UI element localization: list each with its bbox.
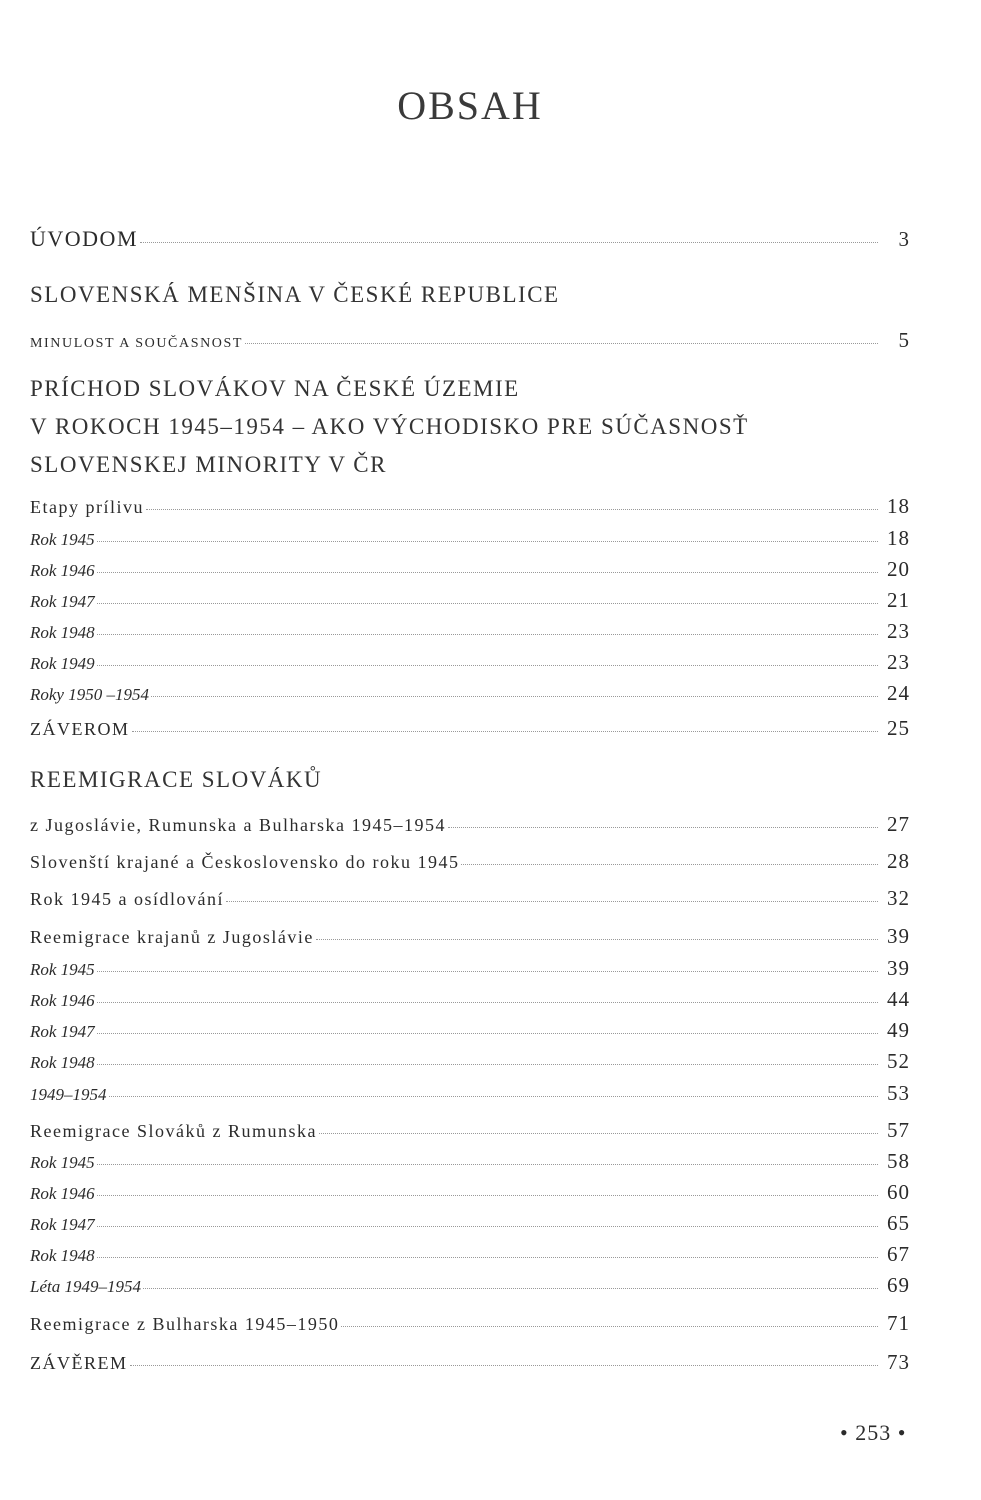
toc-entry-page: 18 <box>887 526 910 550</box>
toc-entry-label: Slovenští krajané a Československo do roku 1945 <box>30 852 460 872</box>
toc-entry[interactable] <box>30 1180 910 1205</box>
dot-leader <box>245 343 878 344</box>
toc-entry-page: 53 <box>887 1081 910 1105</box>
toc-entry-page: 52 <box>887 1049 910 1073</box>
toc-entry[interactable] <box>30 886 910 911</box>
toc-entry[interactable] <box>30 1350 910 1375</box>
page-title: OBSAH <box>397 83 543 128</box>
toc-entry[interactable] <box>30 1049 910 1074</box>
toc-entry-label: 1949–1954 <box>30 1085 107 1104</box>
toc-entry[interactable] <box>30 716 910 741</box>
dot-leader <box>461 864 878 865</box>
toc-entry-page: 20 <box>887 557 910 581</box>
toc-entry[interactable] <box>30 557 910 582</box>
section-heading-line: PRÍCHOD SLOVÁKOV NA ČESKÉ ÚZEMIE <box>30 376 520 401</box>
toc-entry[interactable] <box>30 619 910 644</box>
toc-entry-page: 39 <box>887 924 910 948</box>
toc-entry-label: Rok 1947 <box>30 1022 95 1041</box>
dot-leader <box>226 901 878 902</box>
dot-leader <box>97 572 878 573</box>
toc-entry-label: Reemigrace krajanů z Jugoslávie <box>30 927 314 947</box>
toc-entry-page: 3 <box>898 227 910 251</box>
toc-entry-label: Reemigrace z Bulharska 1945–1950 <box>30 1314 340 1334</box>
dot-leader <box>146 509 878 510</box>
toc-entry[interactable] <box>30 1081 910 1106</box>
toc-entry[interactable] <box>30 681 910 706</box>
toc-entry-page: 39 <box>887 956 910 980</box>
toc-entry-label: ÚVODOM <box>30 226 138 251</box>
toc-entry[interactable] <box>30 494 910 519</box>
toc-entry[interactable] <box>30 1149 910 1174</box>
section-heading: SLOVENSKÁ MENŠINA V ČESKÉ REPUBLICE <box>30 282 560 307</box>
toc-entry[interactable] <box>30 987 910 1012</box>
toc-entry-page: 5 <box>898 328 910 352</box>
toc-entry-page: 58 <box>887 1149 910 1173</box>
toc-entry-page: 27 <box>887 812 910 836</box>
dot-leader <box>97 1164 878 1165</box>
dot-leader <box>97 1002 878 1003</box>
toc-entry[interactable] <box>30 1273 910 1298</box>
toc-entry[interactable] <box>30 1118 910 1143</box>
section-heading: REEMIGRACE SLOVÁKŮ <box>30 767 323 792</box>
toc-entry-page: 25 <box>887 716 910 740</box>
dot-leader <box>341 1326 878 1327</box>
toc-entry-label: Rok 1947 <box>30 592 95 611</box>
toc-entry-page: 21 <box>887 588 910 612</box>
toc-entry-label: z Jugoslávie, Rumunska a Bulharska 1945–1954 <box>30 815 446 835</box>
dot-leader <box>109 1096 879 1097</box>
toc-entry-label: Rok 1948 <box>30 623 95 642</box>
dot-leader <box>97 603 878 604</box>
dot-leader <box>97 541 878 542</box>
toc-entry-page: 67 <box>887 1242 910 1266</box>
toc-entry[interactable] <box>30 1211 910 1236</box>
dot-leader <box>132 731 879 732</box>
toc-entry-page: 60 <box>887 1180 910 1204</box>
toc-entry[interactable] <box>30 526 910 551</box>
dot-leader <box>97 634 878 635</box>
toc-entry[interactable] <box>30 956 910 981</box>
toc-entry-page: 71 <box>887 1311 910 1335</box>
section-heading-line: SLOVENSKEJ MINORITY V ČR <box>30 452 387 477</box>
toc-entry[interactable] <box>30 849 910 874</box>
toc-entry-label: Léta 1949–1954 <box>30 1277 141 1296</box>
toc-entry-label: Rok 1945 <box>30 530 95 549</box>
toc-entry-page: 18 <box>887 494 910 518</box>
toc-entry[interactable] <box>30 650 910 675</box>
toc-entry[interactable] <box>30 1018 910 1043</box>
dot-leader <box>97 1195 878 1196</box>
toc-entry-label: Etapy prílivu <box>30 497 144 517</box>
toc-entry-label: Rok 1945 <box>30 960 95 979</box>
toc-entry-label: Rok 1945 <box>30 1153 95 1172</box>
toc-entry-label: Roky 1950 –1954 <box>30 685 149 704</box>
dot-leader <box>319 1133 878 1134</box>
toc-entry-label: ZÁVEROM <box>30 719 130 739</box>
page-number: • 253 • <box>840 1420 907 1445</box>
dot-leader <box>97 1257 878 1258</box>
dot-leader <box>97 971 878 972</box>
toc-entry[interactable] <box>30 924 910 949</box>
toc-entry-label: Rok 1946 <box>30 991 95 1010</box>
toc-entry-page: 69 <box>887 1273 910 1297</box>
toc-entry-label: ZÁVĚREM <box>30 1353 128 1373</box>
toc-entry-label: Rok 1948 <box>30 1246 95 1265</box>
toc-entry-page: 57 <box>887 1118 910 1142</box>
toc-entry[interactable] <box>30 588 910 613</box>
toc-entry-label: Rok 1946 <box>30 561 95 580</box>
dot-leader <box>140 242 878 243</box>
toc-entry-label: Rok 1948 <box>30 1053 95 1072</box>
dot-leader <box>97 665 878 666</box>
toc-entry-page: 65 <box>887 1211 910 1235</box>
toc-entry-page: 24 <box>887 681 910 705</box>
toc-entry-label: Rok 1947 <box>30 1215 95 1234</box>
toc-entry-page: 44 <box>887 987 910 1011</box>
toc-entry-page: 23 <box>887 619 910 643</box>
toc-entry-label: Reemigrace Slováků z Rumunska <box>30 1121 317 1141</box>
dot-leader <box>448 827 878 828</box>
toc-entry-label: Rok 1946 <box>30 1184 95 1203</box>
dot-leader <box>316 939 878 940</box>
section-heading-line: V ROKOCH 1945–1954 – AKO VÝCHODISKO PRE SÚČASNOSŤ <box>30 414 749 439</box>
toc-entry[interactable] <box>30 812 910 837</box>
toc-entry-label: Rok 1949 <box>30 654 95 673</box>
toc-entry[interactable] <box>30 328 910 353</box>
dot-leader <box>97 1064 878 1065</box>
toc-entry-page: 23 <box>887 650 910 674</box>
toc-entry-label: MINULOST A SOUČASNOST <box>30 336 244 351</box>
toc-entry[interactable] <box>30 1242 910 1267</box>
dot-leader <box>130 1365 879 1366</box>
dot-leader <box>97 1033 878 1034</box>
toc-entry[interactable] <box>30 1311 910 1336</box>
dot-leader <box>151 696 878 697</box>
toc-entry-label: Rok 1945 a osídlování <box>30 889 224 909</box>
toc-entry-page: 28 <box>887 849 910 873</box>
dot-leader <box>143 1288 878 1289</box>
toc-entry-page: 73 <box>887 1350 910 1374</box>
toc-entry-page: 32 <box>887 886 910 910</box>
toc-entry-intro[interactable] <box>30 226 910 252</box>
toc-entry-page: 49 <box>887 1018 910 1042</box>
dot-leader <box>97 1226 878 1227</box>
